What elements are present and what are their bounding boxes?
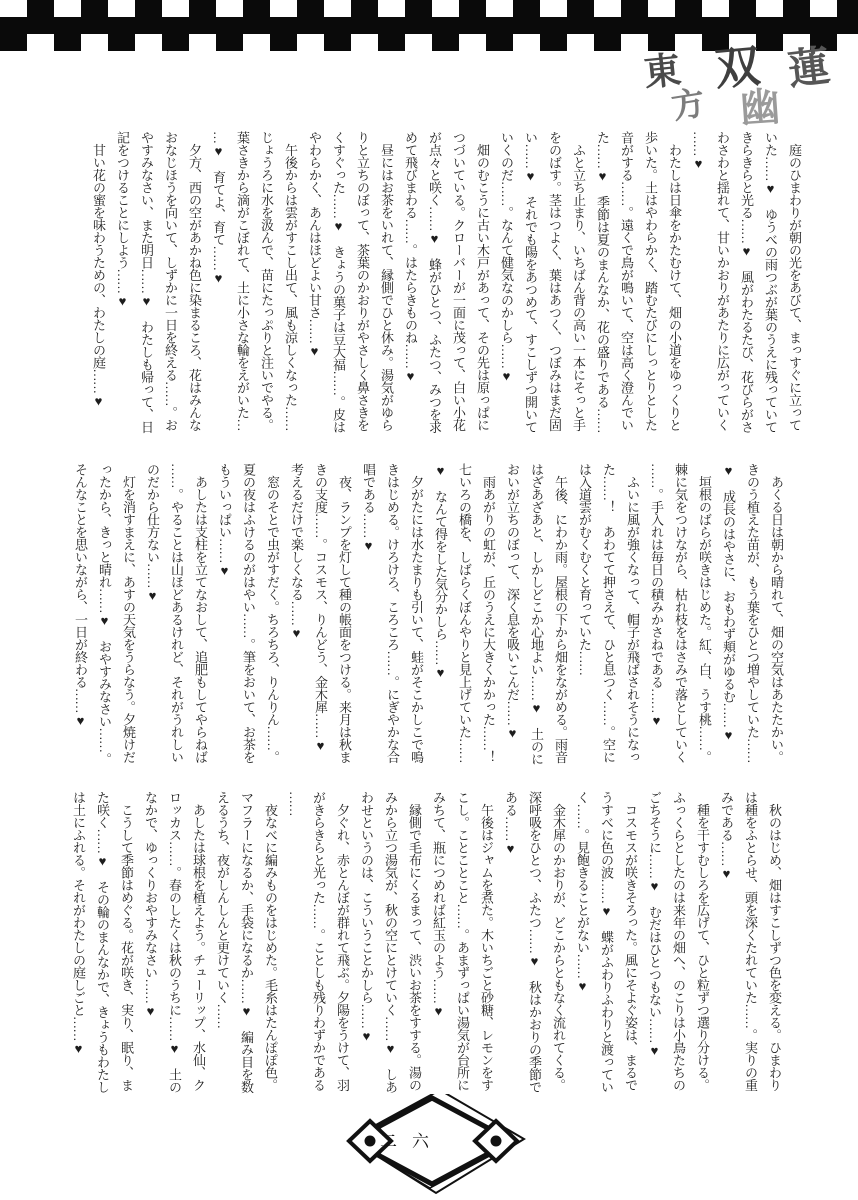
- text-column: おなじほうを向いて、しずかに一日を終える……。お: [163, 131, 178, 431]
- text-column: ふいに風が強くなって、帽子が飛ばされそうになっ: [625, 463, 640, 763]
- text-column: わせというのは、こういうことかしら……♥: [359, 791, 374, 1043]
- text-column: えるうち、夜がしんしんと更けていく……: [215, 791, 230, 1029]
- text-column: ……: [287, 791, 302, 816]
- text-column: おいが立ちのぼって、深く息を吸いこんだ……♥: [505, 463, 520, 740]
- text-column: 夕がたには水たまりも引いて、蛙がそこかしこで鳴: [409, 463, 424, 763]
- text-column: わさわと揺れて、甘いかおりがあたりに広がっていく: [715, 131, 730, 431]
- text-column: いた……♥ ゆうべの雨つぶが葉のうえに残っていて: [763, 131, 778, 433]
- text-column: 午後、にわか雨。屋根の下から畑をながめる。雨音: [553, 463, 568, 763]
- text-column: …♥ 育てよ、育て……♥: [211, 131, 226, 285]
- text-column: ごちそうに……♥ むだはひとつもない……♥: [647, 791, 662, 1058]
- text-column: た……♥ 季節は夏のまんなか、花の盛りである……: [595, 131, 610, 433]
- text-column: 唱である……♥: [361, 463, 376, 553]
- text-column: あしたは支柱を立てなおして、追肥もしてやらねば: [193, 463, 208, 763]
- text-column: ある……♥: [503, 791, 518, 856]
- text-column: こし。ことことこと……。あまずっぱい湯気が台所に: [455, 791, 470, 1091]
- text-column: なかで、ゆっくりおやすみなさい……♥: [143, 791, 158, 1018]
- text-column: 深呼吸をひとつ、ふたつ……♥ 秋はかおりの季節で: [527, 791, 542, 1093]
- text-column: 金木犀のかおりが、どこからともなく流れてくる。: [551, 791, 566, 1091]
- logo-char: 方: [669, 85, 708, 127]
- text-column: 棘に気をつけながら、枯れ枝をはさみで落としていく: [673, 463, 688, 763]
- text-column: 秋のはじめ、畑はすこしずつ色を変える。ひまわり: [767, 791, 782, 1091]
- text-band-bottom: [64, 791, 786, 1105]
- text-column: 葉さきから滴がこぼれて、土に小さな輪をえがいた…: [235, 131, 250, 431]
- left-diamond-dot: [365, 1136, 376, 1147]
- page-number: 二六: [380, 1132, 444, 1151]
- text-column: が点々と咲く……♥ 蜂がひとつ、ふたつ、みつを求: [427, 131, 442, 433]
- text-column: 歩いた。土はやわらかく、踏むたびにしっとりとした: [643, 131, 658, 431]
- text-column: は土にふれる。それがわたしの庭しごと……♥: [71, 791, 86, 1056]
- text-column: くすぐった……♥ きょうの菓子は豆大福……。皮は: [331, 131, 346, 433]
- text-column: 夕ぐれ、赤とんぼが群れて飛ぶ。夕陽をうけて、羽: [335, 791, 350, 1091]
- text-column: やすみなさい、また明日……♥ わたしも帰って、日: [139, 131, 154, 433]
- text-column: ロッカス……。春のしたくは秋のうちに……♥ 土の: [167, 791, 182, 1093]
- text-column: いくのだ……。なんて健気なのかしら……♥: [499, 131, 514, 383]
- text-column: うすべに色の波……♥ 蝶がふわりふわりと渡ってい: [599, 791, 614, 1093]
- text-column: ♥ 成長のはやさに、おもわず頬がゆるむ……♥: [721, 463, 736, 742]
- text-column: みから立つ湯気が、秋の空にとけていく……♥ しあ: [383, 791, 398, 1093]
- text-column: こうして季節はめぐる。花が咲き、実り、眠り、ま: [119, 791, 134, 1091]
- text-column: そんなことを思いながら、一日が終わる……♥: [73, 463, 88, 728]
- text-column: た咲く……♥ その輪のまんなかで、きょうもわたし: [95, 791, 110, 1093]
- text-column: い……♥ それでも陽をあつめて、すこしずつ開いて: [523, 131, 538, 433]
- text-column: は種をふとらせ、頭を深くたれていた……。実りの重: [743, 791, 758, 1091]
- text-column: た……！ あわてて押さえて、ひと息つく……。空に: [601, 463, 616, 763]
- text-column: 夏の夜はふけるのがはやい……。筆をおいて、お茶を: [241, 463, 256, 763]
- text-column: わたしは日傘をかたむけて、畑の小道をゆっくりと: [667, 131, 682, 431]
- text-column: コスモスが咲きそろった。風にそよぐ姿は、まるで: [623, 791, 638, 1091]
- text-column: ……♥: [691, 131, 706, 171]
- text-column: みちて、瓶につめれば紅玉のよう……♥: [431, 791, 446, 1018]
- text-column: 記をつけることにしよう……♥: [115, 131, 130, 308]
- text-column: ったから、きっと晴れ……♥ おやすみなさい……。: [97, 463, 112, 765]
- text-column: きのう植えた苗が、もう葉をひとつ増やしていた……: [745, 463, 760, 763]
- logo-char: 双: [712, 41, 763, 95]
- logo-char: 蓮: [785, 43, 833, 95]
- logo-char: 幽: [738, 83, 782, 132]
- text-band-middle: [66, 463, 788, 779]
- text-column: 灯を消すまえに、あすの天気をうらなう。夕焼けだ: [121, 463, 136, 763]
- text-column: 夜なべに編みものをはじめた。毛糸はたんぽぽ色。: [263, 791, 278, 1091]
- text-column: はざあざあと、しかしどこか心地よい……♥ 土のに: [529, 463, 544, 765]
- text-column: 窓のそとで虫がすだく。ちろちろ、りんりん……。: [265, 463, 280, 763]
- text-column: 庭のひまわりが朝の光をあびて、まっすぐに立って: [787, 131, 802, 431]
- text-column: つづいている。クローバーが一面に茂って、白い小花: [451, 131, 466, 431]
- text-column: きらきらと光る……♥ 風がわたるたび、花びらがさ: [739, 131, 754, 433]
- text-column: じょうろに水を汲んで、苗にたっぷりと注いでやる。: [259, 131, 274, 431]
- text-column: 午後からは雲がすこし出て、風も涼しくなった……: [283, 131, 298, 431]
- logo-char: 東: [641, 50, 684, 95]
- title-logo: [612, 41, 844, 136]
- text-column: 考えるだけで楽しくなる……♥: [289, 463, 304, 640]
- text-column: 畑のむこうに古い木戸があって、その先は原っぱに: [475, 131, 490, 431]
- text-column: 甘い花の蜜を味わうための、わたしの庭……♥: [91, 131, 106, 408]
- text-column: 音がする……。遠くで鳥が鳴いて、空は高く澄んでい: [619, 131, 634, 431]
- text-column: く……。見飽きることがない……♥: [575, 791, 590, 993]
- text-band-top: [84, 131, 806, 451]
- text-column: 垣根のばらが咲きはじめた。紅、白、うす桃……。: [697, 463, 712, 763]
- text-column: がきらきらと光った……。ことしも残りわずかである: [311, 791, 326, 1091]
- text-column: もういっぱい……♥: [217, 463, 232, 578]
- text-column: きはじめる。けろけろ、ころころ……。にぎやかな合: [385, 463, 400, 763]
- page-number-ornament: [312, 1094, 552, 1200]
- text-column: ……。手入れは毎日の積みかさねである……♥: [649, 463, 664, 728]
- text-column: めて飛びまわる……。はたらきものね……♥: [403, 131, 418, 383]
- text-column: あくる日は朝から晴れて、畑の空気はあたたかい。: [769, 463, 784, 763]
- text-column: 雨あがりの虹が、丘のうえに大きくかかった……！: [481, 463, 496, 763]
- text-column: あしたは球根を植えよう。チューリップ、水仙、ク: [191, 791, 206, 1091]
- text-column: マフラーになるか、手袋になるか……♥ 編み目を数: [239, 791, 254, 1093]
- text-column: りと立ちのぼって、茶葉のかおりがやさしく鼻さきを: [355, 131, 370, 431]
- right-diamond-dot: [491, 1136, 502, 1147]
- text-column: ♥ なんて得をした気分かしら……♥: [433, 463, 448, 680]
- text-column: ふと立ち止まり、いちばん背の高い一本にそっと手: [571, 131, 586, 431]
- text-column: みである……♥: [719, 791, 734, 881]
- text-column: ふっくらとしたのは来年の畑へ、のこりは小鳥たちの: [671, 791, 686, 1091]
- text-column: のだから仕方ない……♥: [145, 463, 160, 603]
- text-column: 夜、ランプを灯して種の帳面をつける。来月は秋ま: [337, 463, 352, 763]
- text-column: は入道雲がむくむくと育っていた……: [577, 463, 592, 676]
- text-column: きの支度……。コスモス、りんどう、金木犀……♥: [313, 463, 328, 765]
- text-column: 昼にはお茶をいれて、縁側でひと休み。湯気がゆら: [379, 131, 394, 431]
- text-column: 午後はジャムを煮た。木いちごと砂糖、レモンをす: [479, 791, 494, 1091]
- text-column: をのばす。茎はつよく、葉はあつく、つぼみはまだ固: [547, 131, 562, 431]
- text-column: 七いろの橋を、しばらくぼんやりと見上げていた……: [457, 463, 472, 763]
- text-column: 縁側で毛布にくるまって、渋いお茶をすする。湯の: [407, 791, 422, 1091]
- text-column: 夕方、西の空があかね色に染まるころ、花はみんな: [187, 131, 202, 431]
- text-column: やわらかく、あんはほどよい甘さ……♥: [307, 131, 322, 358]
- text-column: ……。やることは山ほどあるけれど、それがうれしい: [169, 463, 184, 763]
- text-column: 種を干すむしろを広げて、ひと粒ずつ選り分ける。: [695, 791, 710, 1091]
